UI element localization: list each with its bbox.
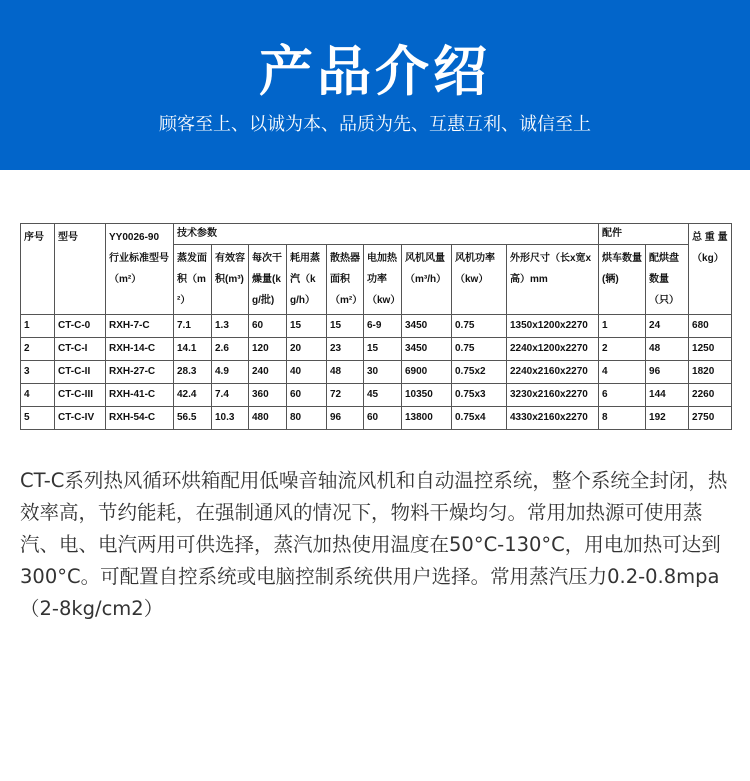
table-cell: 3230x2160x2270 [507,384,599,407]
table-cell: 20 [287,338,327,361]
table-cell: 0.75x4 [452,407,507,430]
table-cell: 2 [599,338,646,361]
sub-header: 有效容积(m³) [212,245,249,315]
table-cell: 40 [287,361,327,384]
table-cell: 240 [249,361,287,384]
table-cell: 2240x1200x2270 [507,338,599,361]
table-cell: 1 [599,315,646,338]
sub-header: 每次干燥量(kg/批) [249,245,287,315]
table-cell: 56.5 [174,407,212,430]
table-cell: 2750 [689,407,732,430]
table-cell: 15 [364,338,402,361]
sub-header: 散热器面积（m²） [327,245,364,315]
header-standard: YY0026-90 行业标准型号（m²） [106,224,174,315]
table-cell: 42.4 [174,384,212,407]
table-cell: CT-C-III [55,384,106,407]
table-cell: 6900 [402,361,452,384]
page-title: 产品介绍 [259,40,491,103]
table-cell: 0.75 [452,338,507,361]
table-cell: 14.1 [174,338,212,361]
table-cell: RXH-27-C [106,361,174,384]
header-tech: 技术参数 [174,224,599,245]
header-weight: 总 重 量 （kg） [689,224,732,315]
table-cell: 3450 [402,315,452,338]
table-cell: 7.1 [174,315,212,338]
spec-table [20,223,732,430]
table-cell: 0.75x3 [452,384,507,407]
table-cell: 13800 [402,407,452,430]
sub-header: 烘车数量(辆) [599,245,646,315]
header-parts: 配件 [599,224,689,245]
table-cell: 10350 [402,384,452,407]
table-cell: 4330x2160x2270 [507,407,599,430]
table-cell: 72 [327,384,364,407]
table-cell: 96 [646,361,689,384]
table-cell: 3 [21,361,55,384]
table-cell: 4 [21,384,55,407]
table-cell: 10.3 [212,407,249,430]
table-cell: 2.6 [212,338,249,361]
table-cell: 1 [21,315,55,338]
table-cell: 680 [689,315,732,338]
table-cell: 6 [599,384,646,407]
table-cell: 2240x2160x2270 [507,361,599,384]
table-cell: 8 [599,407,646,430]
slogan: 顾客至上、以诚为本、品质为先、互惠互利、诚信至上 [159,114,591,135]
table-cell: 1250 [689,338,732,361]
table-cell: 120 [249,338,287,361]
header-banner [0,0,750,170]
table-row [21,361,732,384]
table-cell: 45 [364,384,402,407]
table-cell: 48 [327,361,364,384]
table-cell: 1.3 [212,315,249,338]
table-cell: 3450 [402,338,452,361]
table-cell: 0.75 [452,315,507,338]
table-cell: 5 [21,407,55,430]
header-seq: 序号 [21,224,55,315]
table-cell: RXH-41-C [106,384,174,407]
sub-header: 外形尺寸（长x宽x高）mm [507,245,599,315]
table-cell: 7.4 [212,384,249,407]
table-cell: RXH-14-C [106,338,174,361]
table-cell: 1350x1200x2270 [507,315,599,338]
table-cell: 28.3 [174,361,212,384]
table-cell: 24 [646,315,689,338]
table-cell: CT-C-II [55,361,106,384]
table-row [21,315,732,338]
table-cell: CT-C-0 [55,315,106,338]
sub-header: 耗用蒸汽（kg/h） [287,245,327,315]
product-description: CT-C系列热风循环烘箱配用低噪音轴流风机和自动温控系统，整个系统全封闭，热效率高，节约能耗，在强制通风的情况下，物料干燥均匀。常用加热源可使用蒸汽、电、电汽两用可供选择，蒸汽加热使用温度在50°C-130°C，用电加热可达到300°C。可配置自控系统或电脑控制系统供用户选择。常用蒸汽压力0.2-0.8mpa（2-8kg/cm2） [20,469,728,620]
sub-header: 风机功率（kw） [452,245,507,315]
table-cell: 2 [21,338,55,361]
table-cell: 480 [249,407,287,430]
table-cell: 4.9 [212,361,249,384]
table-cell: 1820 [689,361,732,384]
table-cell: 60 [364,407,402,430]
sub-header: 风机风量（m³/h） [402,245,452,315]
table-cell: 15 [287,315,327,338]
table-cell: 60 [249,315,287,338]
table-cell: 80 [287,407,327,430]
sub-header: 蒸发面积（m²） [174,245,212,315]
table-cell: 144 [646,384,689,407]
table-cell: 30 [364,361,402,384]
table-cell: 23 [327,338,364,361]
table-cell: 48 [646,338,689,361]
table-cell: CT-C-IV [55,407,106,430]
table-cell: CT-C-I [55,338,106,361]
table-cell: 60 [287,384,327,407]
table-cell: 96 [327,407,364,430]
table-cell: 6-9 [364,315,402,338]
table-row [21,338,732,361]
table-cell: 4 [599,361,646,384]
table-row [21,407,732,430]
header-model: 型号 [55,224,106,315]
table-cell: 15 [327,315,364,338]
table-cell: 2260 [689,384,732,407]
table-cell: RXH-54-C [106,407,174,430]
sub-header: 配烘盘数量（只） [646,245,689,315]
table-cell: RXH-7-C [106,315,174,338]
table-cell: 0.75x2 [452,361,507,384]
table-cell: 360 [249,384,287,407]
sub-header: 电加热功率（kw） [364,245,402,315]
table-row [21,384,732,407]
table-cell: 192 [646,407,689,430]
